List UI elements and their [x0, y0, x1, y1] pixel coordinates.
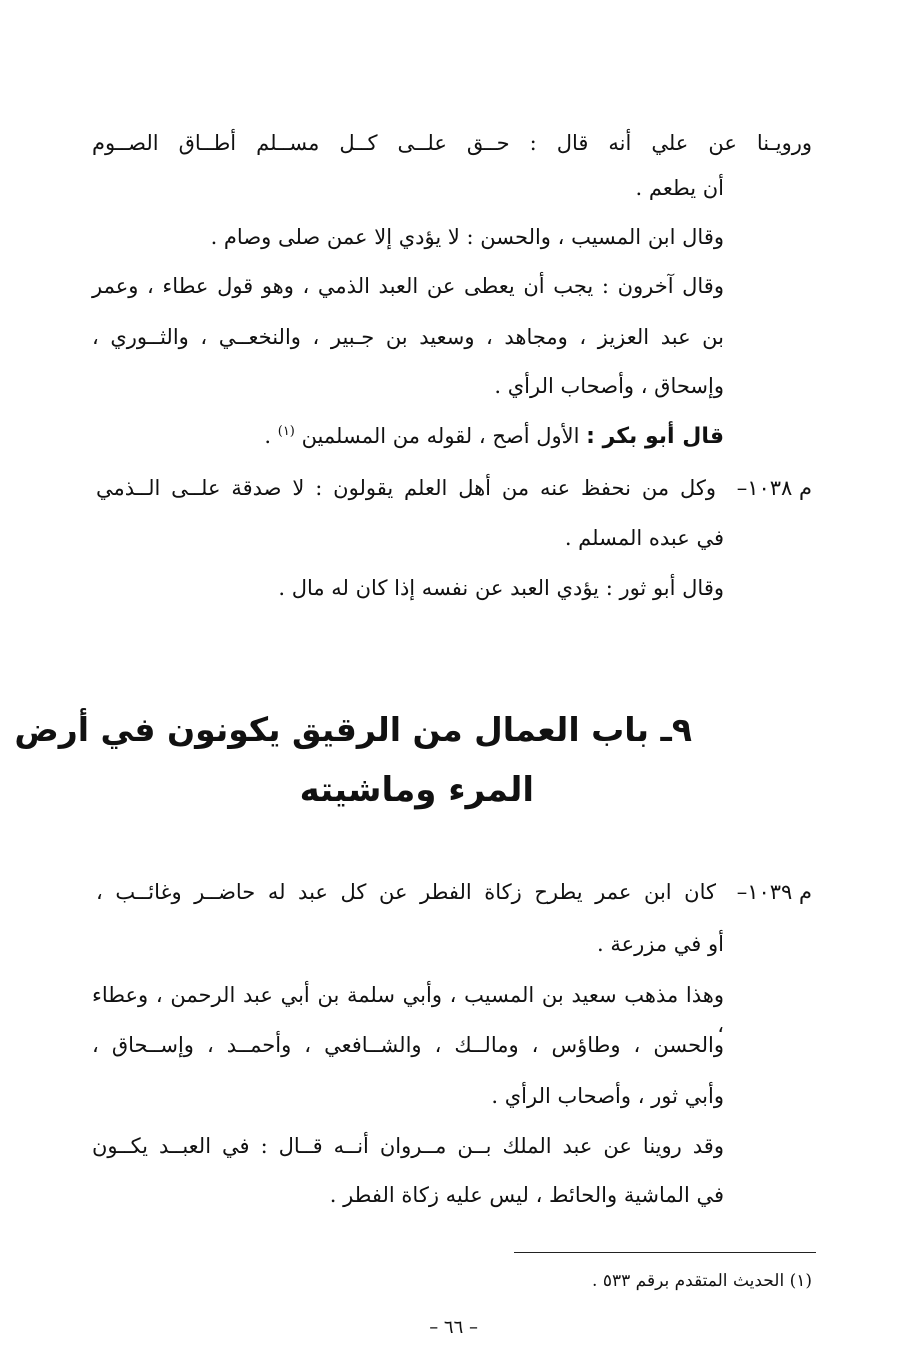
footnote-separator [514, 1252, 816, 1253]
footnote-text: الحديث المتقدم برقم ٥٣٣ . [592, 1271, 785, 1291]
footnote [592, 1268, 812, 1294]
text-line: وقال ابن المسيب ، والحسن : لا يؤدي إلا عمن صلى وصام . [210, 225, 724, 249]
text-line: وهذا مذهب سعيد بن المسيب ، وأبي سلمة بن أبي عبد الرحمن ، وعطاء ، [92, 983, 724, 1037]
abu-bakr-text: الأول أصح ، لقوله من المسلمين [301, 424, 580, 448]
text-line: أن يطعم . [635, 176, 724, 200]
text-line: والحسن ، وطاؤس ، ومالــك ، والشــافعي ، وأحمــد ، وإســحاق ، [92, 1033, 724, 1057]
item-1039-text-continued: أو في مزرعة . [597, 932, 724, 956]
item-1038-text: وكل من نحفظ عنه من أهل العلم يقولون : لا صدقة علــى الــذمي [96, 476, 716, 500]
text-line: وإسحاق ، وأصحاب الرأي . [494, 374, 724, 398]
text-line: وقال آخرون : يجب أن يعطى عن العبد الذمي ، وهو قول عطاء ، وعمر [92, 274, 724, 298]
page-number: – ٦٦ – [429, 1317, 478, 1338]
abu-thawr-statement: وقال أبو ثور : يؤدي العبد عن نفسه إذا كان له مال . [278, 576, 724, 600]
footnote-reference: (١) [277, 424, 295, 439]
item-number-1039: م ١٠٣٩– [736, 880, 812, 904]
text-line: وأبي ثور ، وأصحاب الرأي . [491, 1084, 724, 1108]
abu-bakr-lead: قال أبو بكر : [586, 424, 724, 449]
chapter-heading-line-1: ٩ـ باب العمال من الرقيق يكونون في أرض [14, 710, 692, 749]
text-line: في الماشية والحائط ، ليس عليه زكاة الفطر . [329, 1183, 724, 1207]
abu-bakr-end: . [264, 424, 272, 448]
item-1039-text: كان ابن عمر يطرح زكاة الفطر عن كل عبد له حاضــر وغائــب ، [96, 880, 716, 904]
text-line: وقد روينا عن عبد الملك بــن مــروان أنــه قــال : في العبــد يكــون [92, 1134, 724, 1158]
text-line: ورويـنا عن علي أنه قال : حــق علــى كــل مســلم أطــاق الصــوم [92, 131, 812, 155]
item-1038-text-continued: في عبده المسلم . [564, 526, 724, 550]
item-number-1038: م ١٠٣٨– [736, 476, 812, 500]
chapter-heading-line-2: المرء وماشيته [299, 770, 534, 810]
footnote-marker: (١) [789, 1271, 812, 1291]
text-line: بن عبد العزيز ، ومجاهد ، وسعيد بن جـبير ، والنخعــي ، والثــوري ، [92, 325, 725, 349]
abu-bakr-statement [264, 421, 724, 452]
